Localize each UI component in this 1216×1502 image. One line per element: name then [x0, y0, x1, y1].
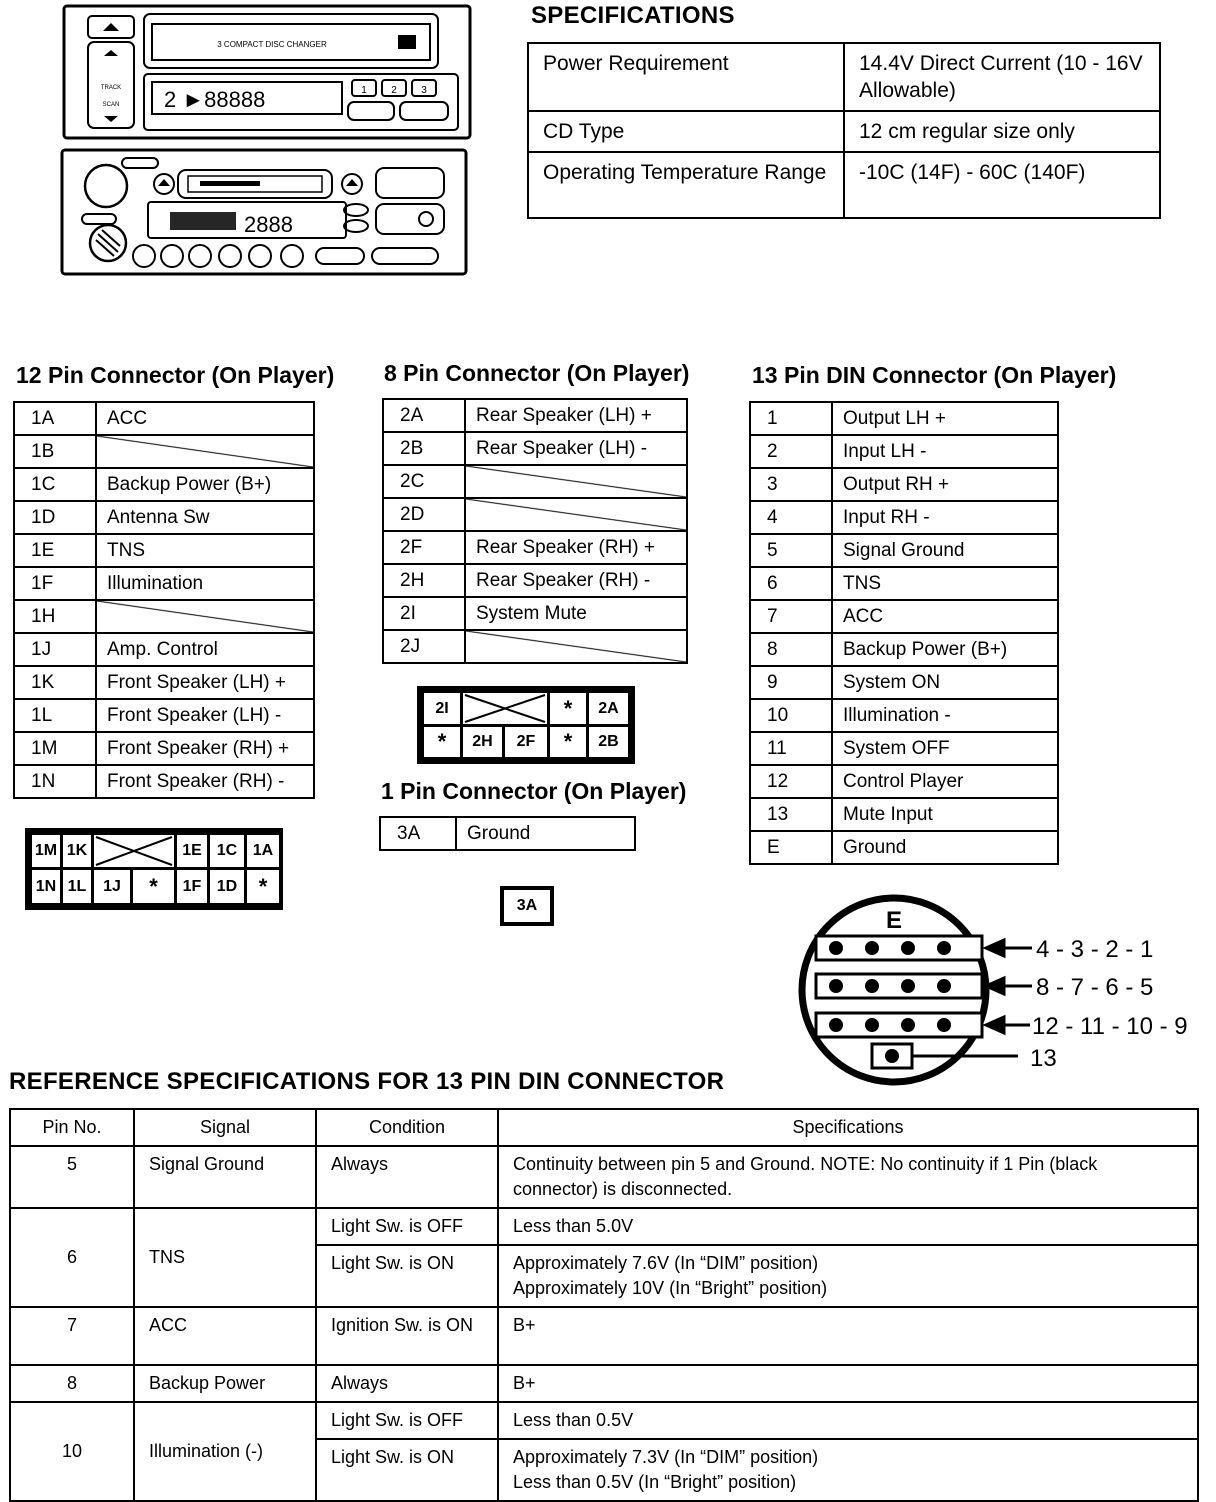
ref-spec: B+: [498, 1365, 1198, 1402]
disc-button-1: 1: [361, 85, 367, 96]
spec-label: Power Requirement: [528, 43, 844, 111]
pin-id: 4: [750, 501, 832, 534]
table-row: [750, 600, 1058, 633]
connector1-table: [379, 816, 636, 851]
pin-id: 2F: [383, 531, 465, 564]
table-row: [383, 465, 687, 498]
pin-id: 1K: [14, 666, 96, 699]
table-row: [14, 468, 314, 501]
ref-spec-line2: Approximately 10V (In “Bright” position): [513, 1278, 828, 1298]
ref-condition: Light Sw. is OFF: [316, 1402, 498, 1439]
pin-id: 1H: [14, 600, 96, 633]
pin-id: 3: [750, 468, 832, 501]
table-header-row: [10, 1109, 1198, 1146]
table-row: [750, 567, 1058, 600]
table-row: [750, 468, 1058, 501]
column-header: Pin No.: [10, 1109, 134, 1146]
pin-signal: Signal Ground: [832, 534, 1058, 567]
din-row4-label: 13: [1030, 1045, 1057, 1072]
pin-signal: Mute Input: [832, 798, 1058, 831]
table-row: [14, 534, 314, 567]
pin-signal-unused: [465, 465, 687, 498]
pin-id: 2H: [383, 564, 465, 597]
disc-logo-icon: [398, 35, 416, 49]
table-row: [14, 501, 314, 534]
spec-value: 12 cm regular size only: [844, 111, 1160, 152]
ref-spec: Approximately 7.6V (In “DIM” position): [513, 1253, 819, 1273]
column-header: Signal: [134, 1109, 316, 1146]
pin-signal: Rear Speaker (LH) +: [465, 399, 687, 432]
table-row: [383, 432, 687, 465]
pin-id: 2J: [383, 630, 465, 663]
pin-id: 1C: [14, 468, 96, 501]
ref-pin: 10: [10, 1402, 134, 1501]
pin-id: 13: [750, 798, 832, 831]
face-pin: 2F: [505, 727, 547, 757]
face-pin: 2B: [589, 727, 628, 757]
table-row: [10, 1307, 1198, 1365]
face-pin-unused: [94, 835, 174, 867]
table-row: [14, 600, 314, 633]
ref-condition: Light Sw. is ON: [316, 1245, 498, 1307]
din-row3-label: 12 - 11 - 10 - 9: [1032, 1013, 1188, 1040]
ref-condition: Light Sw. is ON: [316, 1439, 498, 1501]
connector13-table: [749, 401, 1059, 865]
specifications-table: [527, 42, 1161, 219]
table-row: [383, 597, 687, 630]
ref-spec-line2: Less than 0.5V (In “Bright” position): [513, 1472, 797, 1492]
table-row: [750, 501, 1058, 534]
spec-row: [528, 152, 1160, 218]
face-pin: 1N: [32, 870, 60, 903]
pin-id: 9: [750, 666, 832, 699]
face-pin: 1A: [247, 835, 279, 867]
reference-title: REFERENCE SPECIFICATIONS FOR 13 PIN DIN CONNECTOR: [9, 1068, 725, 1095]
disc-button-3: 3: [421, 85, 427, 96]
pin-signal: TNS: [832, 567, 1058, 600]
pin-signal-unused: [96, 435, 314, 468]
table-row: [14, 666, 314, 699]
ref-pin: 7: [10, 1307, 134, 1365]
face-pin: *: [550, 727, 586, 757]
pin-signal-unused: [465, 630, 687, 663]
specifications-title: SPECIFICATIONS: [531, 2, 735, 29]
table-row: [10, 1146, 1198, 1208]
pin-signal: Illumination: [96, 567, 314, 600]
table-row: [750, 765, 1058, 798]
table-row: [750, 798, 1058, 831]
ref-condition: Light Sw. is OFF: [316, 1208, 498, 1245]
pin-id: 6: [750, 567, 832, 600]
table-row: [750, 633, 1058, 666]
table-row: [10, 1365, 1198, 1402]
pin-signal: Front Speaker (LH) +: [96, 666, 314, 699]
din-connector-face: [790, 894, 1210, 1086]
table-row: [750, 666, 1058, 699]
connector12-table: [13, 401, 315, 799]
pin-signal: Ground: [832, 831, 1058, 864]
pin-signal: ACC: [96, 402, 314, 435]
pin-id: 1: [750, 402, 832, 435]
pin-id: 1E: [14, 534, 96, 567]
ref-signal: TNS: [134, 1208, 316, 1307]
disc-button-2: 2: [391, 85, 397, 96]
face-pin: 2A: [589, 693, 628, 724]
ref-signal: Backup Power: [134, 1365, 316, 1402]
ref-spec: B+: [498, 1307, 1198, 1365]
column-header: Specifications: [498, 1109, 1198, 1146]
connector8-table: [382, 398, 688, 664]
ref-signal: Illumination (-): [134, 1402, 316, 1501]
spec-value: -10C (14F) - 60C (140F): [844, 152, 1160, 218]
pin-id: 2I: [383, 597, 465, 630]
table-row: [14, 402, 314, 435]
pin-signal: Ground: [456, 817, 635, 850]
ref-condition: Ignition Sw. is ON: [316, 1307, 498, 1365]
din-row1-label: 4 - 3 - 2 - 1: [1036, 936, 1154, 963]
pin-signal: Illumination -: [832, 699, 1058, 732]
connector1-title: 1 Pin Connector (On Player): [381, 778, 687, 804]
face-pin: 1C: [210, 835, 244, 867]
table-row: [14, 435, 314, 468]
face-pin-unused: [463, 693, 547, 724]
pin-signal: Backup Power (B+): [832, 633, 1058, 666]
table-row: [383, 630, 687, 663]
face-pin: 3A: [504, 890, 550, 922]
pin-id: 1N: [14, 765, 96, 798]
pin-signal: Output LH +: [832, 402, 1058, 435]
ref-pin: 5: [10, 1146, 134, 1208]
table-row: [10, 1402, 1198, 1439]
pin-id: 1D: [14, 501, 96, 534]
pin-id: 1M: [14, 732, 96, 765]
table-row: [380, 817, 635, 850]
pin-signal: ACC: [832, 600, 1058, 633]
table-row: [10, 1208, 1198, 1245]
pin-id: E: [750, 831, 832, 864]
pin-id: 12: [750, 765, 832, 798]
table-row: [750, 435, 1058, 468]
ref-spec-cell: [498, 1245, 1198, 1307]
pin-signal: System ON: [832, 666, 1058, 699]
table-row: [383, 399, 687, 432]
ref-spec: Less than 5.0V: [498, 1208, 1198, 1245]
connector12-title: 12 Pin Connector (On Player): [16, 362, 335, 388]
changer-readout: 2 ►88888: [164, 87, 266, 112]
table-row: [383, 531, 687, 564]
connector8-face: [417, 686, 635, 764]
face-pin: 1D: [210, 870, 244, 903]
table-row: [750, 402, 1058, 435]
track-label: TRACK: [100, 85, 122, 91]
face-pin: 2I: [424, 693, 460, 724]
pin-signal: TNS: [96, 534, 314, 567]
pin-id: 2: [750, 435, 832, 468]
pin-signal: Input RH -: [832, 501, 1058, 534]
face-pin: 1L: [63, 870, 91, 903]
pin-signal: Control Player: [832, 765, 1058, 798]
pin-id: 11: [750, 732, 832, 765]
table-row: [14, 633, 314, 666]
pin-signal: Rear Speaker (LH) -: [465, 432, 687, 465]
changer-label: 3 COMPACT DISC CHANGER: [217, 40, 327, 49]
pin-signal-unused: [465, 498, 687, 531]
face-pin: 1K: [63, 835, 91, 867]
pin-signal: Front Speaker (RH) +: [96, 732, 314, 765]
pin-signal: Rear Speaker (RH) -: [465, 564, 687, 597]
ref-pin: 8: [10, 1365, 134, 1402]
face-pin: 1J: [94, 870, 130, 903]
pin-signal: Front Speaker (RH) -: [96, 765, 314, 798]
ref-condition: Always: [316, 1365, 498, 1402]
spec-row: [528, 111, 1160, 152]
face-pin: 1F: [177, 870, 207, 903]
pin-signal-unused: [96, 600, 314, 633]
spec-label: Operating Temperature Range: [528, 152, 844, 218]
pin-signal: Input LH -: [832, 435, 1058, 468]
column-header: Condition: [316, 1109, 498, 1146]
table-row: [383, 564, 687, 597]
face-pin: *: [424, 727, 460, 757]
pin-signal: Antenna Sw: [96, 501, 314, 534]
pin-id: 10: [750, 699, 832, 732]
din-row2-label: 8 - 7 - 6 - 5: [1036, 974, 1154, 1001]
face-pin: 1E: [177, 835, 207, 867]
face-pin: 1M: [32, 835, 60, 867]
pin-signal: Front Speaker (LH) -: [96, 699, 314, 732]
din-e-label: E: [885, 907, 903, 934]
ref-spec: Continuity between pin 5 and Ground. NOTE: No continuity if 1 Pin (black connector) is disconnected.: [498, 1146, 1198, 1208]
ref-signal: Signal Ground: [134, 1146, 316, 1208]
ref-signal: ACC: [134, 1307, 316, 1365]
table-row: [750, 831, 1058, 864]
face-pin: 2H: [463, 727, 502, 757]
pin-signal: System Mute: [465, 597, 687, 630]
connector1-face: [500, 886, 554, 926]
pin-id: 2D: [383, 498, 465, 531]
connector12-face: [25, 828, 283, 910]
pin-signal: Amp. Control: [96, 633, 314, 666]
pin-signal: Output RH +: [832, 468, 1058, 501]
pin-id: 1F: [14, 567, 96, 600]
table-row: [14, 567, 314, 600]
pin-id: 5: [750, 534, 832, 567]
ref-spec-cell: [498, 1439, 1198, 1501]
svg-text:2888: 2888: [244, 212, 293, 237]
pin-id: 1B: [14, 435, 96, 468]
scan-label: SCAN: [102, 102, 120, 108]
reference-table: [9, 1108, 1199, 1502]
table-row: [383, 498, 687, 531]
ref-condition: Always: [316, 1146, 498, 1208]
pin-id: 8: [750, 633, 832, 666]
spec-value: 14.4V Direct Current (10 - 16V Allowable): [844, 43, 1160, 111]
pin-id: 3A: [380, 817, 456, 850]
spec-row: [528, 43, 1160, 111]
pin-id: 1J: [14, 633, 96, 666]
ref-spec: Less than 0.5V: [498, 1402, 1198, 1439]
face-pin: *: [133, 870, 174, 903]
table-row: [750, 732, 1058, 765]
table-row: [14, 765, 314, 798]
pin-signal: System OFF: [832, 732, 1058, 765]
table-row: [14, 699, 314, 732]
pin-id: 7: [750, 600, 832, 633]
face-pin: *: [247, 870, 279, 903]
pin-id: 2B: [383, 432, 465, 465]
table-row: [750, 534, 1058, 567]
pin-id: 2C: [383, 465, 465, 498]
table-row: [750, 699, 1058, 732]
connector8-title: 8 Pin Connector (On Player): [384, 360, 690, 386]
face-pin: *: [550, 693, 586, 724]
spec-label: CD Type: [528, 111, 844, 152]
pin-signal: Backup Power (B+): [96, 468, 314, 501]
connector13-title: 13 Pin DIN Connector (On Player): [752, 362, 1117, 388]
cd-changer-illustration: [60, 4, 476, 278]
table-row: [14, 732, 314, 765]
pin-id: 2A: [383, 399, 465, 432]
pin-id: 1L: [14, 699, 96, 732]
pin-signal: Rear Speaker (RH) +: [465, 531, 687, 564]
pin-id: 1A: [14, 402, 96, 435]
ref-spec: Approximately 7.3V (In “DIM” position): [513, 1447, 819, 1467]
ref-pin: 6: [10, 1208, 134, 1307]
